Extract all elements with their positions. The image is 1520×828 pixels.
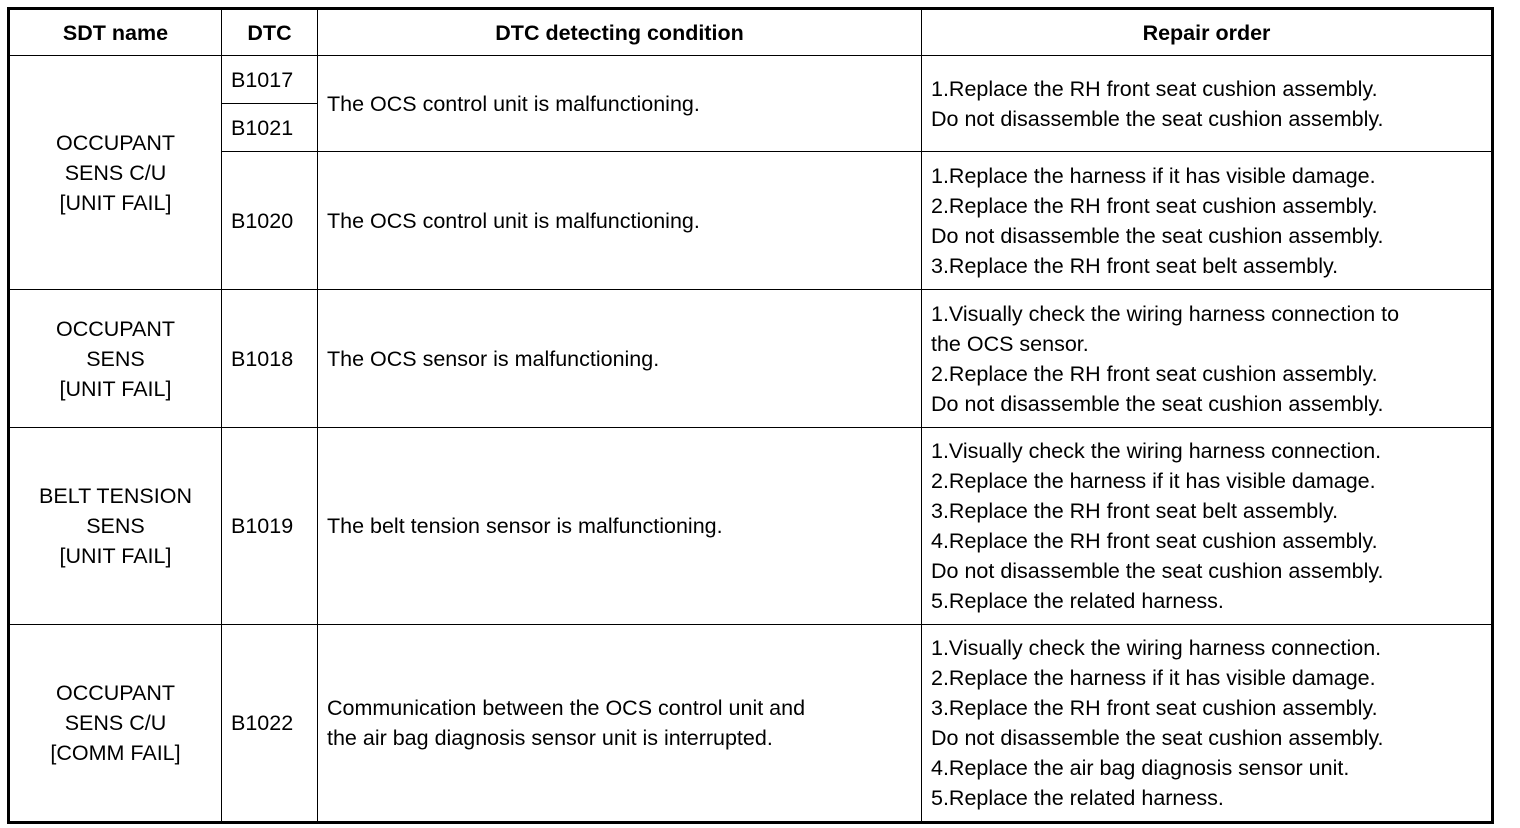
sdt-name-cell bbox=[9, 625, 222, 823]
dtc-code: B1017 bbox=[222, 56, 318, 104]
condition-line: the air bag diagnosis sensor unit is interrupted. bbox=[327, 726, 773, 750]
repair-line: Do not disassemble the seat cushion assembly. bbox=[931, 223, 1384, 248]
dtc-code: B1020 bbox=[222, 152, 318, 290]
sdt-name-cell bbox=[9, 290, 222, 428]
repair-line: 4.Replace the RH front seat cushion assembly. bbox=[931, 529, 1378, 553]
dtc-code: B1021 bbox=[222, 104, 318, 152]
repair-line: 1.Visually check the wiring harness connection. bbox=[931, 439, 1382, 463]
condition-cell bbox=[318, 290, 922, 428]
condition-cell bbox=[318, 56, 922, 152]
sdt-name-cell bbox=[9, 56, 222, 290]
sdt-name-line: SENS bbox=[86, 514, 145, 538]
header-dtc: DTC bbox=[222, 9, 318, 56]
table-row bbox=[9, 152, 1493, 290]
repair-line: Do not disassemble the seat cushion assembly. bbox=[931, 391, 1384, 416]
repair-line: 1.Visually check the wiring harness connection. bbox=[931, 636, 1382, 660]
dtc-table bbox=[7, 7, 1494, 824]
repair-line: 3.Replace the RH front seat cushion assembly. bbox=[931, 696, 1378, 720]
repair-cell bbox=[922, 56, 1493, 152]
repair-line: 1.Replace the RH front seat cushion assembly. bbox=[931, 76, 1378, 101]
table-row bbox=[9, 290, 1493, 428]
sdt-name-line: [COMM FAIL] bbox=[50, 741, 181, 765]
condition-cell bbox=[318, 625, 922, 823]
repair-line: 3.Replace the RH front seat belt assembly. bbox=[931, 499, 1339, 523]
repair-cell bbox=[922, 152, 1493, 290]
repair-line: 1.Replace the harness if it has visible damage. bbox=[931, 163, 1376, 188]
repair-line: Do not disassemble the seat cushion assembly. bbox=[931, 726, 1384, 750]
header-repair-order: Repair order bbox=[922, 9, 1493, 56]
repair-cell bbox=[922, 290, 1493, 428]
repair-line: 2.Replace the RH front seat cushion assembly. bbox=[931, 361, 1378, 386]
repair-line: 2.Replace the harness if it has visible damage. bbox=[931, 469, 1376, 493]
dtc-code: B1022 bbox=[222, 625, 318, 823]
repair-line: 4.Replace the air bag diagnosis sensor unit. bbox=[931, 756, 1350, 780]
condition-cell bbox=[318, 152, 922, 290]
header-row bbox=[9, 9, 1493, 56]
table-row bbox=[9, 625, 1493, 823]
table-row bbox=[9, 428, 1493, 625]
repair-cell bbox=[922, 428, 1493, 625]
sdt-name-line: BELT TENSION bbox=[39, 484, 192, 508]
dtc-code: B1019 bbox=[222, 428, 318, 625]
repair-line: Do not disassemble the seat cushion assembly. bbox=[931, 559, 1384, 583]
repair-line: 2.Replace the harness if it has visible damage. bbox=[931, 666, 1376, 690]
sdt-name-line: [UNIT FAIL] bbox=[59, 544, 172, 568]
dtc-code: B1018 bbox=[222, 290, 318, 428]
condition-cell bbox=[318, 428, 922, 625]
condition-line: The belt tension sensor is malfunctioning. bbox=[327, 514, 723, 538]
sdt-name-line: [UNIT FAIL] bbox=[59, 376, 172, 401]
table-body bbox=[9, 56, 1493, 823]
sdt-name-line: SENS bbox=[86, 346, 145, 371]
sdt-name-line: OCCUPANT bbox=[55, 130, 176, 155]
sdt-name-cell bbox=[9, 428, 222, 625]
repair-line: Do not disassemble the seat cushion assembly. bbox=[931, 106, 1384, 131]
header-sdt-name: SDT name bbox=[9, 9, 222, 56]
sdt-name-line: SENS C/U bbox=[64, 160, 167, 185]
repair-line: 2.Replace the RH front seat cushion assembly. bbox=[931, 193, 1378, 218]
header-condition: DTC detecting condition bbox=[318, 9, 922, 56]
condition-line: The OCS sensor is malfunctioning. bbox=[327, 346, 660, 371]
repair-line: 1.Visually check the wiring harness connection to bbox=[931, 301, 1400, 326]
table-row bbox=[9, 56, 1493, 104]
sdt-name-line: [UNIT FAIL] bbox=[59, 190, 172, 215]
repair-cell bbox=[922, 625, 1493, 823]
repair-line: the OCS sensor. bbox=[931, 331, 1089, 356]
condition-line: The OCS control unit is malfunctioning. bbox=[327, 208, 700, 233]
sdt-name-line: OCCUPANT bbox=[55, 316, 176, 341]
sdt-name-line: SENS C/U bbox=[64, 711, 167, 735]
table-header bbox=[9, 9, 1493, 56]
condition-line: The OCS control unit is malfunctioning. bbox=[327, 91, 700, 116]
repair-line: 3.Replace the RH front seat belt assembly. bbox=[931, 253, 1339, 278]
repair-line: 5.Replace the related harness. bbox=[931, 786, 1224, 810]
repair-line: 5.Replace the related harness. bbox=[931, 589, 1224, 613]
sdt-name-line: OCCUPANT bbox=[55, 681, 176, 705]
condition-line: Communication between the OCS control unit and bbox=[327, 696, 806, 720]
